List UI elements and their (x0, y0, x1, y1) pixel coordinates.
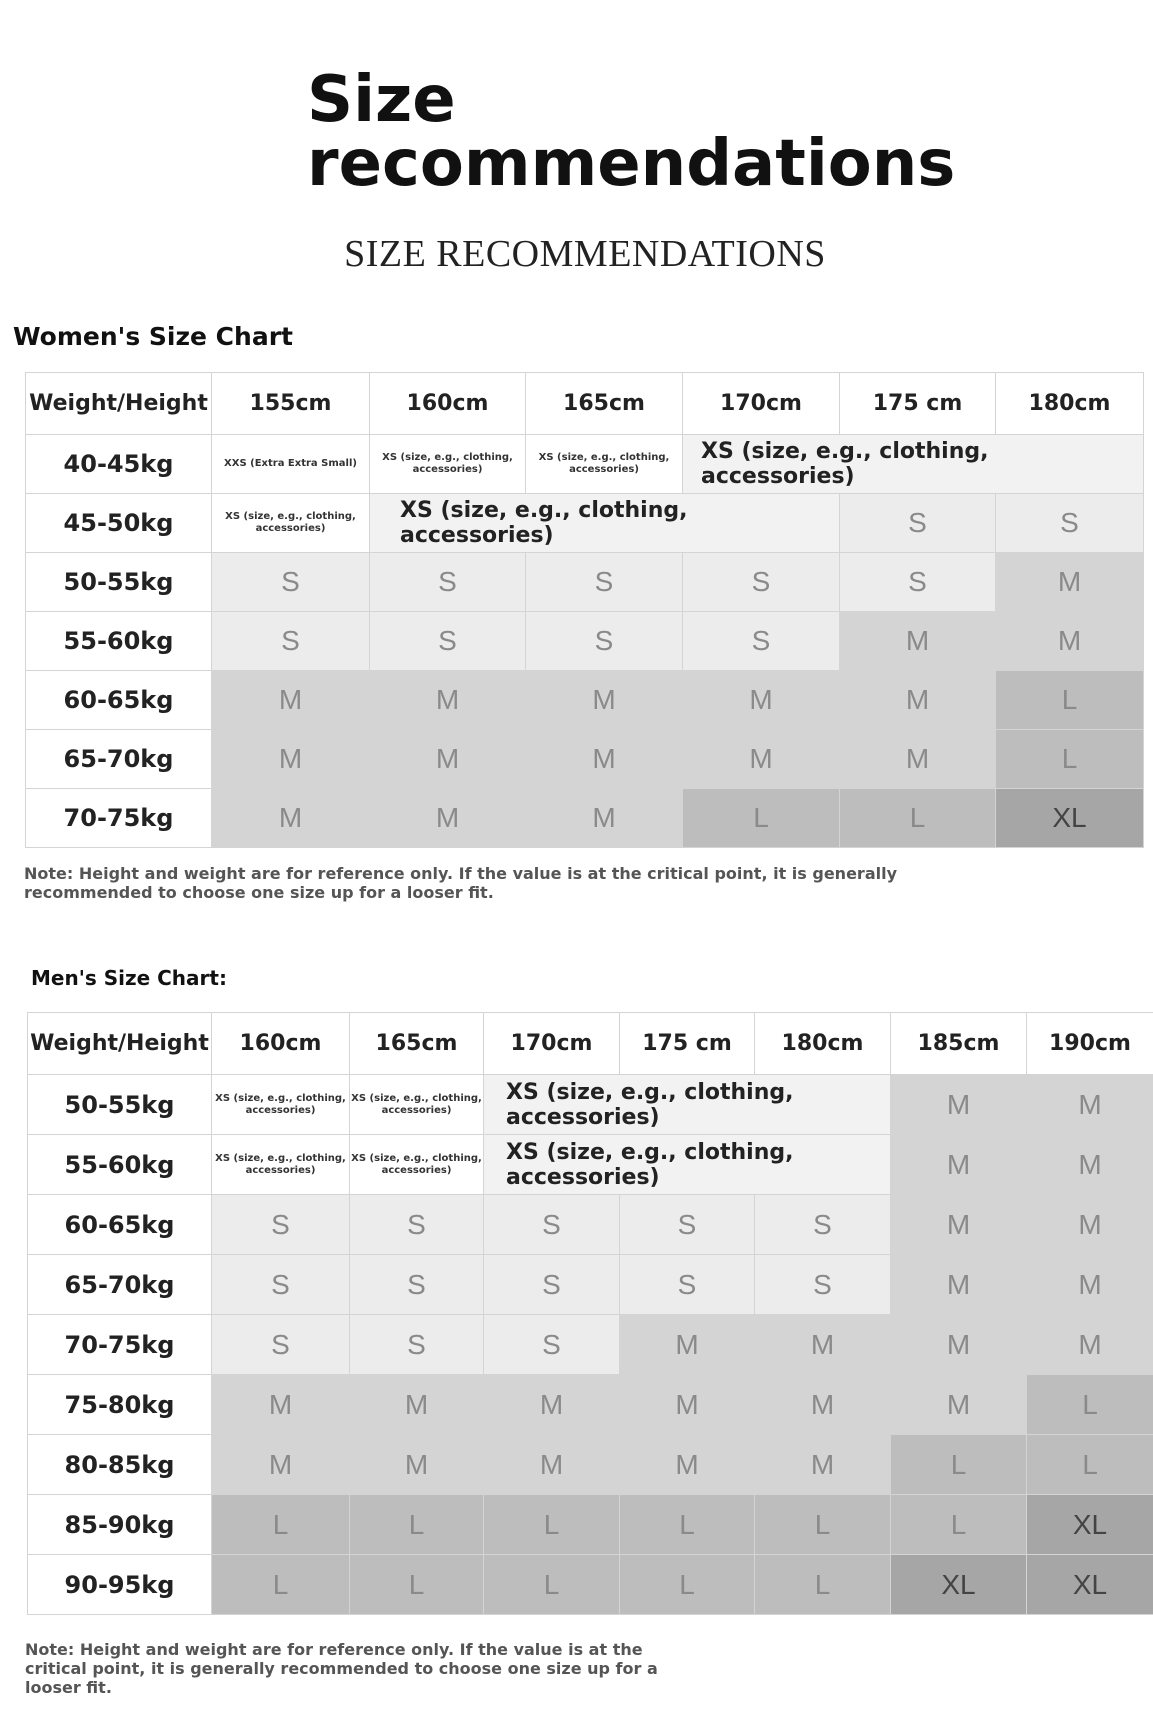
size-cell: L (484, 1555, 620, 1615)
size-cell: L (996, 730, 1144, 789)
size-cell: M (350, 1435, 484, 1495)
table-row (28, 1435, 1153, 1495)
size-cell: M (526, 671, 683, 730)
height-header: 175 cm (620, 1013, 755, 1075)
size-cell: L (755, 1555, 891, 1615)
table-row (28, 1555, 1153, 1615)
size-cell-xs: XS (size, e.g., clothing, accessories) (526, 435, 683, 494)
table-row (28, 1195, 1153, 1255)
size-cell: S (683, 553, 840, 612)
size-cell: S (840, 553, 996, 612)
height-header: 160cm (370, 373, 526, 435)
height-header: 155cm (212, 373, 370, 435)
size-cell: S (683, 612, 840, 671)
size-cell-xs: XXS (Extra Extra Small) (212, 435, 370, 494)
size-cell: S (212, 1195, 350, 1255)
height-header: 185cm (891, 1013, 1027, 1075)
size-cell-xs: XS (size, e.g., clothing, accessories) (484, 1135, 891, 1195)
size-cell: L (1027, 1435, 1153, 1495)
height-header: 165cm (350, 1013, 484, 1075)
corner-header: Weight/Height (28, 1013, 212, 1075)
size-cell: L (683, 789, 840, 848)
size-cell: M (350, 1375, 484, 1435)
weight-label: 50-55kg (26, 553, 212, 612)
table-row (26, 435, 1144, 494)
size-cell: S (620, 1195, 755, 1255)
weight-label: 85-90kg (28, 1495, 212, 1555)
size-cell: L (840, 789, 996, 848)
size-cell: M (1027, 1315, 1153, 1375)
size-cell: XL (891, 1555, 1027, 1615)
size-cell: XL (996, 789, 1144, 848)
size-cell: M (891, 1315, 1027, 1375)
size-cell: M (891, 1255, 1027, 1315)
size-cell: M (683, 730, 840, 789)
size-cell: L (1027, 1375, 1153, 1435)
size-cell: M (620, 1435, 755, 1495)
size-cell: S (620, 1255, 755, 1315)
table-row (26, 730, 1144, 789)
height-header: 190cm (1027, 1013, 1153, 1075)
table-row (28, 1375, 1153, 1435)
size-cell: L (350, 1555, 484, 1615)
size-cell: M (755, 1375, 891, 1435)
size-cell: M (1027, 1135, 1153, 1195)
size-cell: L (620, 1495, 755, 1555)
weight-label: 60-65kg (28, 1195, 212, 1255)
size-cell: M (620, 1375, 755, 1435)
table-row (28, 1075, 1153, 1135)
size-cell: M (526, 789, 683, 848)
size-cell: S (484, 1255, 620, 1315)
weight-label: 80-85kg (28, 1435, 212, 1495)
size-cell: XL (1027, 1495, 1153, 1555)
size-cell: S (212, 612, 370, 671)
size-cell: M (1027, 1195, 1153, 1255)
size-cell: L (620, 1555, 755, 1615)
weight-label: 55-60kg (28, 1135, 212, 1195)
size-cell: L (350, 1495, 484, 1555)
size-cell: M (891, 1135, 1027, 1195)
size-cell-xs: XS (size, e.g., clothing, accessories) (370, 494, 840, 553)
size-cell: S (350, 1315, 484, 1375)
weight-label: 60-65kg (26, 671, 212, 730)
weight-label: 90-95kg (28, 1555, 212, 1615)
height-header: 170cm (683, 373, 840, 435)
height-header: 175 cm (840, 373, 996, 435)
size-cell: S (526, 553, 683, 612)
table-row (26, 553, 1144, 612)
size-cell: S (212, 1255, 350, 1315)
size-cell-xs: XS (size, e.g., clothing, accessories) (484, 1075, 891, 1135)
size-cell: L (212, 1495, 350, 1555)
weight-label: 70-75kg (28, 1315, 212, 1375)
table-row (26, 612, 1144, 671)
size-cell: M (683, 671, 840, 730)
height-header: 170cm (484, 1013, 620, 1075)
size-cell: M (996, 612, 1144, 671)
size-cell-xs: XS (size, e.g., clothing, accessories) (350, 1075, 484, 1135)
size-cell: L (755, 1495, 891, 1555)
size-cell: S (484, 1315, 620, 1375)
weight-label: 65-70kg (26, 730, 212, 789)
size-cell: S (370, 612, 526, 671)
size-cell: M (526, 730, 683, 789)
weight-label: 65-70kg (28, 1255, 212, 1315)
size-cell: L (212, 1555, 350, 1615)
height-header: 180cm (755, 1013, 891, 1075)
size-cell: S (212, 1315, 350, 1375)
corner-header: Weight/Height (26, 373, 212, 435)
size-cell: S (755, 1195, 891, 1255)
men-chart-note: Note: Height and weight are for reference only. If the value is at the critical point, it is generally recommended to choose one size up for a looser fit. (25, 1640, 658, 1697)
header-row (26, 373, 1144, 435)
size-cell: M (840, 730, 996, 789)
size-cell: M (212, 1435, 350, 1495)
size-cell-xs: XS (size, e.g., clothing, accessories) (683, 435, 1144, 494)
weight-label: 40-45kg (26, 435, 212, 494)
size-cell-xs: XS (size, e.g., clothing, accessories) (212, 1135, 350, 1195)
height-header: 180cm (996, 373, 1144, 435)
size-cell: L (891, 1435, 1027, 1495)
size-cell: S (840, 494, 996, 553)
size-cell: L (996, 671, 1144, 730)
height-header: 165cm (526, 373, 683, 435)
height-header: 160cm (212, 1013, 350, 1075)
size-cell: M (840, 612, 996, 671)
table-row (28, 1135, 1153, 1195)
size-cell: M (996, 553, 1144, 612)
weight-label: 70-75kg (26, 789, 212, 848)
size-cell: M (891, 1375, 1027, 1435)
size-cell: M (370, 730, 526, 789)
weight-label: 55-60kg (26, 612, 212, 671)
size-cell: S (370, 553, 526, 612)
size-cell: M (370, 789, 526, 848)
size-cell-xs: XS (size, e.g., clothing, accessories) (370, 435, 526, 494)
size-cell: M (370, 671, 526, 730)
size-cell: M (1027, 1075, 1153, 1135)
women-size-table (25, 372, 1144, 848)
size-cell: S (484, 1195, 620, 1255)
size-cell: S (526, 612, 683, 671)
table-row (28, 1315, 1153, 1375)
table-row (26, 789, 1144, 848)
page-subtitle: SIZE RECOMMENDATIONS (344, 233, 826, 275)
size-cell: XL (1027, 1555, 1153, 1615)
table-row (28, 1255, 1153, 1315)
size-cell: M (484, 1375, 620, 1435)
size-cell: S (212, 553, 370, 612)
size-cell-xs: XS (size, e.g., clothing, accessories) (212, 494, 370, 553)
size-cell: M (891, 1075, 1027, 1135)
size-cell: S (350, 1195, 484, 1255)
size-cell: M (1027, 1255, 1153, 1315)
size-cell-xs: XS (size, e.g., clothing, accessories) (212, 1075, 350, 1135)
size-cell: S (755, 1255, 891, 1315)
size-cell: M (755, 1435, 891, 1495)
women-chart-note: Note: Height and weight are for reference only. If the value is at the critical point, it is generally recommended to choose one size up for a looser fit. (24, 864, 898, 902)
size-cell: M (891, 1195, 1027, 1255)
size-cell: S (996, 494, 1144, 553)
size-cell: M (755, 1315, 891, 1375)
size-cell: M (620, 1315, 755, 1375)
weight-label: 50-55kg (28, 1075, 212, 1135)
table-row (26, 671, 1144, 730)
men-chart-heading: Men's Size Chart: (31, 966, 227, 990)
page-title: Size recommendations (307, 63, 956, 201)
header-row (28, 1013, 1153, 1075)
weight-label: 75-80kg (28, 1375, 212, 1435)
table-row (28, 1495, 1153, 1555)
size-cell: M (212, 1375, 350, 1435)
size-cell: M (484, 1435, 620, 1495)
size-cell: M (212, 671, 370, 730)
men-size-table (27, 1012, 1153, 1615)
size-cell: M (212, 730, 370, 789)
size-cell-xs: XS (size, e.g., clothing, accessories) (350, 1135, 484, 1195)
size-cell: S (350, 1255, 484, 1315)
women-chart-heading: Women's Size Chart (13, 322, 293, 351)
table-row (26, 494, 1144, 553)
weight-label: 45-50kg (26, 494, 212, 553)
size-cell: L (484, 1495, 620, 1555)
size-cell: L (891, 1495, 1027, 1555)
size-cell: M (840, 671, 996, 730)
size-cell: M (212, 789, 370, 848)
